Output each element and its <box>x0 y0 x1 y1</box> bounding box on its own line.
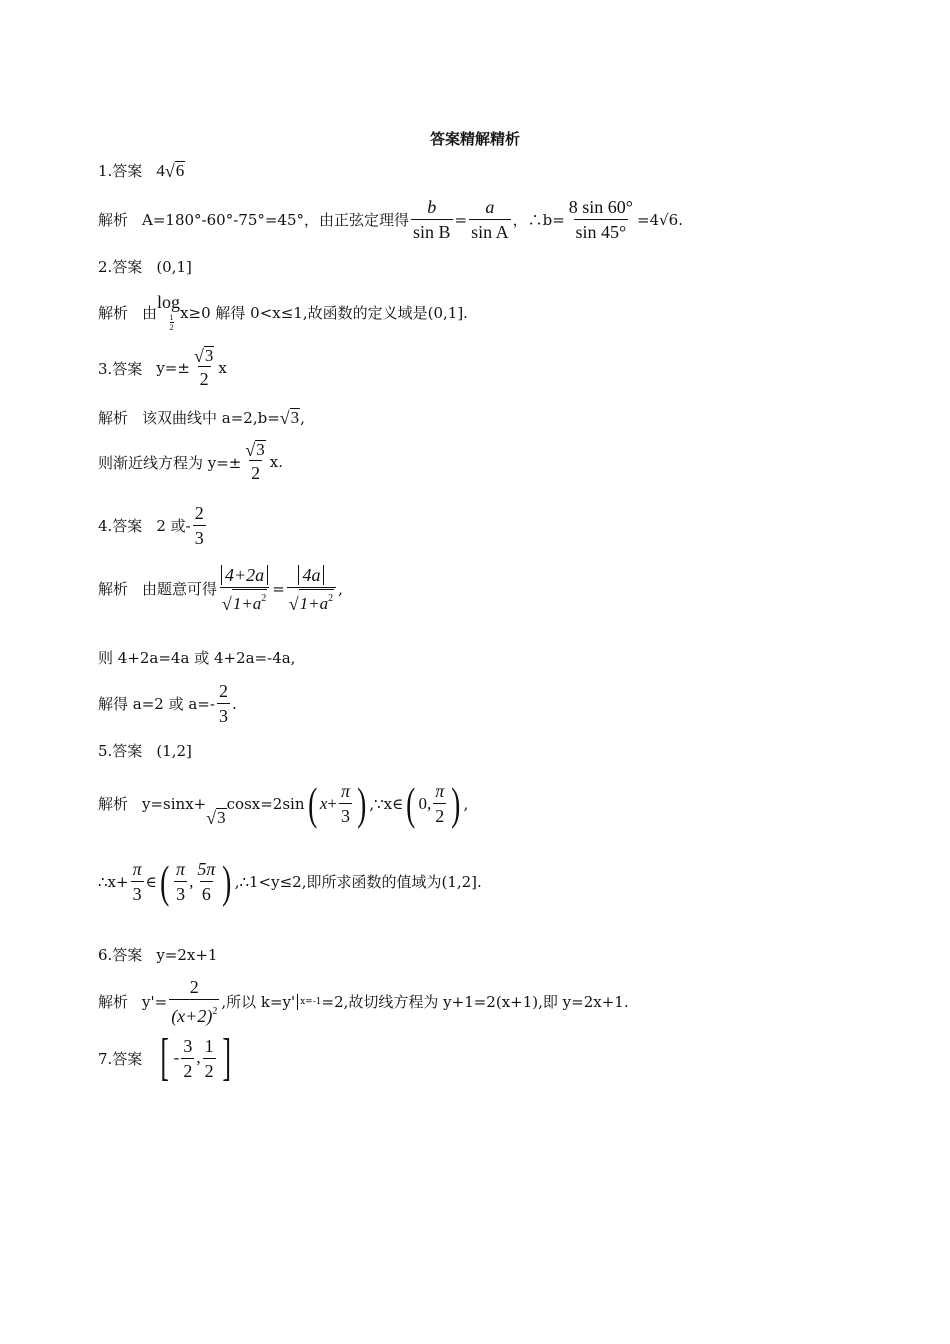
answer-3: 3.答案 y=± √ 3 2 x <box>98 346 227 389</box>
analysis-1: 解析 A=180°-60°-75°=45°，由正弦定理得 $\frac{b}{\text{sin B}}$ = $\frac{a}{\text{sin A}}$ ，∴b= $\frac{8 \sin 60^\circ}{\sin 45^\circ}$ =4√6. <box>98 197 683 242</box>
analysis-5b: ∴x+ $\frac{\pi}{3}$ ∈ ( $\frac{\pi}{3}$ , $\frac{5\pi}{6}$ ) ,∴1<y≤2,即所求函数的值域为(1,2]. <box>98 855 482 907</box>
answer-7: 7.答案 [ - $\frac{3}{2}$ , $\frac{1}{2}$ ] <box>98 1029 231 1086</box>
answer-2: 2.答案 (0,1] <box>98 257 192 276</box>
fraction: $\frac{1}{2}$ <box>204 1035 214 1081</box>
analysis-3: 解析 该双曲线中 a=2,b= √ 3 , <box>98 408 305 428</box>
analysis-5: 解析 y=sinx+ √ 3 cosx=2sin ( x + $\frac{\pi}{3}$ ) ,∵x∈ ( 0 , $\frac{\pi}{2}$ ) , <box>98 777 469 829</box>
log-half: log 1 2 <box>157 292 181 332</box>
fraction: $\frac{2}{3}$ <box>218 681 228 726</box>
analysis-3b: 则渐近线方程为 y=± √ 3 2 x. <box>98 440 284 483</box>
sqrt: √ 6 <box>164 161 185 181</box>
fraction: √ 3 2 <box>193 346 214 389</box>
fraction: $\frac{2}{(x+2)^2}$ <box>171 977 218 1026</box>
analysis-2: 解析 由 log 1 2 x≥0 解得 0<x≤1,故函数的定义域是(0,1]. <box>98 292 468 332</box>
analysis-4c: 解得 a=2 或 a=- $\frac{2}{3}$ . <box>98 681 237 726</box>
fraction: 4a √ $1+a^2$ <box>287 564 336 613</box>
fraction: $\frac{a}{\text{sin A}}$ <box>471 197 509 242</box>
fraction: $\frac{8 \sin 60^\circ}{\sin 45^\circ}$ <box>568 197 634 242</box>
answer-6: 6.答案 y=2x+1 <box>98 945 218 964</box>
fraction: $\frac{3}{2}$ <box>183 1035 193 1081</box>
answer-label: 1.答案 <box>98 162 143 180</box>
fraction: $\frac{\pi}{3}$ <box>176 859 186 904</box>
fraction: $\frac{5\pi}{6}$ <box>197 859 216 904</box>
fraction: $\frac{\pi}{3}$ <box>132 859 142 904</box>
fraction: $\frac{\pi}{2}$ <box>435 781 445 826</box>
page-title: 答案精解精析 <box>429 130 520 148</box>
answer-5: 5.答案 (1,2] <box>98 741 192 760</box>
analysis-4: 解析 由题意可得 4+2a √ $1+a^2$ = 4a √ $1+a^2$ , <box>98 565 343 614</box>
fraction: $\frac{b}{\text{sin B}}$ <box>413 197 451 242</box>
analysis-6: 解析 y'= $\frac{2}{(x+2)^2}$ ,所以 k=y' x=-1 =2,故切线方程为 y+1=2(x+1),即 y=2x+1. <box>98 977 629 1026</box>
fraction: 4+2a √ $1+a^2$ <box>219 564 270 613</box>
answer-1: 1.答案 4 √ 6 <box>98 160 185 181</box>
answer-4: 4.答案 2 或- $\frac{2}{3}$ <box>98 503 204 548</box>
analysis-4b: 则 4+2a=4a 或 4+2a=-4a, <box>98 649 296 667</box>
fraction: $\frac{\pi}{3}$ <box>340 781 350 826</box>
fraction: $\frac{2}{3}$ <box>194 503 204 548</box>
fraction: √ 3 2 <box>245 440 265 483</box>
